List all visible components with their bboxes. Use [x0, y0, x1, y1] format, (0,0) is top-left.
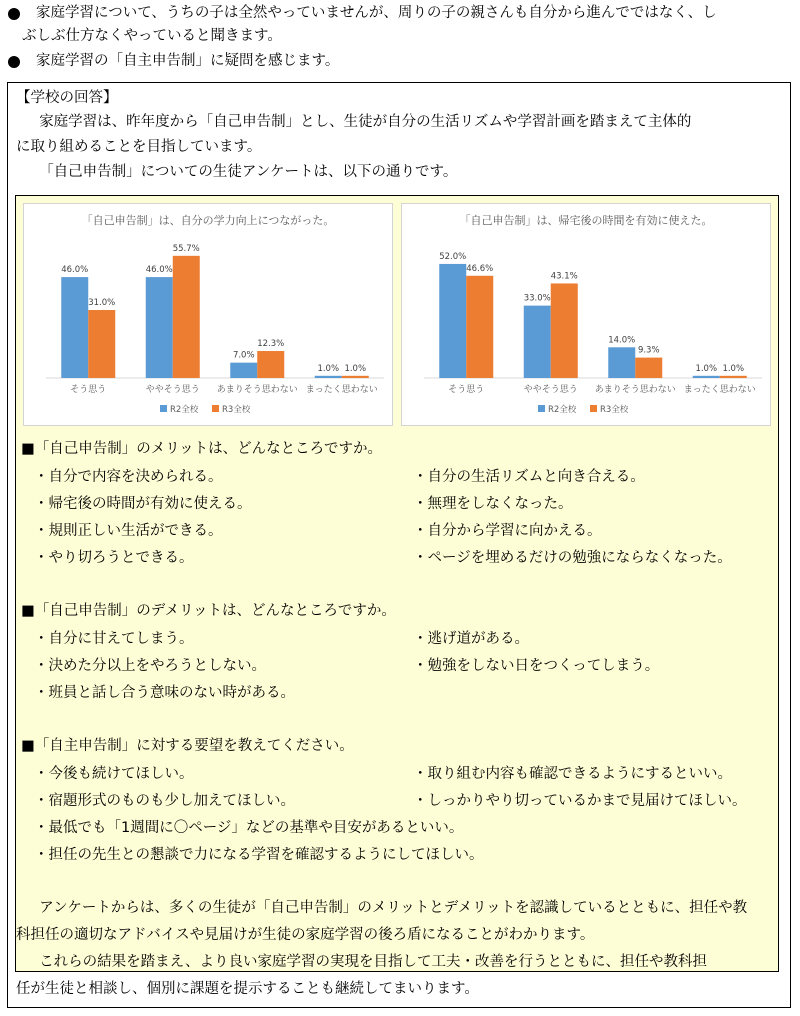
bar-r2	[693, 376, 720, 378]
answer-intro-line3: 「自己申告制」についての生徒アンケートは、以下の通りです。	[39, 164, 458, 180]
chart-title: 「自己申告制」は、自分の学力向上につながった。	[81, 214, 335, 227]
merits-section	[21, 436, 771, 462]
merit-item: ・ページを埋めるだけの勉強にならなくなった。	[413, 550, 732, 566]
merit-item: ・自分から学習に向かえる。	[413, 523, 602, 539]
merit-item: ・無理をしなくなった。	[413, 496, 573, 512]
bar-r2	[608, 347, 635, 378]
data-label: 33.0%	[523, 293, 551, 304]
bar-r2	[315, 376, 342, 378]
demerit-item: ・自分に甘えてしまう。	[34, 631, 194, 647]
conclusion-p2-line1: これらの結果を踏まえ、より良い家庭学習の実現を目指して工夫・改善を行うとともに、担任や教科担	[39, 954, 708, 970]
request-item: ・今後も続けてほしい。	[34, 766, 194, 782]
bar-r2	[230, 363, 257, 378]
chart-time-usage-svg	[402, 204, 770, 425]
data-label: 12.3%	[257, 339, 285, 350]
request-item: ・担任の先生との懇談で力になる学習を確認するようにしてほしい。	[34, 847, 484, 863]
bar-r3	[88, 310, 115, 378]
bar-r3	[173, 256, 200, 378]
conclusion-p1-line1: アンケートからは、多くの生徒が「自己申告制」のメリットとデメリットを認識しているとともに、担任や教	[39, 900, 748, 916]
chart-academic-improvement-svg	[24, 204, 392, 425]
category-label: まったく思わない	[683, 385, 756, 395]
data-label: 1.0%	[722, 363, 745, 374]
legend-swatch	[590, 405, 597, 412]
legend-label: R2全校	[170, 405, 199, 415]
request-item: ・しっかりやり切っているかまで見届けてほしい。	[413, 793, 747, 809]
category-label: ややそう思う	[523, 385, 578, 395]
answer-intro-line2: に取り組めることを目指しています。	[16, 139, 262, 155]
demerits-heading: ■「自己申告制」のデメリットは、どんなところですか。	[21, 603, 396, 619]
survey-panel	[15, 195, 779, 972]
conclusion-p1-line2: 科担任の適切なアドバイスや見届けが生徒の家庭学習の後ろ盾になることがわかります。	[16, 927, 595, 943]
bar-r3	[720, 376, 747, 378]
bar-r2	[524, 306, 551, 378]
chart-title: 「自己申告制」は、帰宅後の時間を有効に使えた。	[459, 214, 713, 227]
legend-label: R3全校	[600, 405, 629, 415]
parent-comment-1-line1: 家庭学習について、うちの子は全然やっていませんが、周りの子の親さんも自分から進んでではなく、し	[36, 5, 717, 21]
bar-r3	[466, 276, 493, 378]
category-label: まったく思わない	[305, 385, 378, 395]
parent-comment-1	[4, 2, 794, 48]
legend-swatch	[160, 405, 167, 412]
parent-comments	[4, 2, 794, 73]
bar-r2	[61, 277, 88, 378]
data-label: 46.0%	[145, 265, 173, 276]
requests-heading: ■「自主申告制」に対する要望を教えてください。	[21, 738, 354, 754]
merit-item: ・やり切ろうとできる。	[34, 550, 194, 566]
bar-r3	[551, 283, 578, 378]
data-label: 55.7%	[172, 243, 200, 254]
category-label: そう思う	[70, 385, 107, 395]
request-item: ・宿題形式のものも少し加えてほしい。	[34, 793, 295, 809]
parent-comment-2-line1: 家庭学習の「自主申告制」に疑問を感じます。	[36, 53, 340, 69]
bar-r3	[257, 351, 284, 378]
merit-item: ・規則正しい生活ができる。	[34, 523, 223, 539]
bullet-dot-icon	[8, 8, 20, 20]
data-label: 9.3%	[637, 345, 660, 356]
legend-label: R3全校	[222, 405, 251, 415]
category-label: あまりそう思わない	[216, 385, 298, 395]
merit-item: ・帰宅後の時間が有効に使える。	[34, 496, 252, 512]
data-label: 1.0%	[344, 363, 367, 374]
parent-comment-1-line2: ぶしぶ仕方なくやっていると聞きます。	[22, 28, 282, 44]
requests-section	[21, 733, 771, 759]
chart-academic-improvement	[23, 203, 393, 426]
demerit-item: ・決めた分以上をやろうとしない。	[34, 658, 266, 674]
category-label: そう思う	[448, 385, 485, 395]
answer-label: 【学校の回答】	[16, 90, 118, 106]
legend-swatch	[212, 405, 219, 412]
data-label: 1.0%	[317, 363, 340, 374]
data-label: 31.0%	[88, 298, 116, 308]
data-label: 46.0%	[61, 265, 89, 276]
request-item: ・取り組む内容も確認できるようにするといい。	[413, 766, 732, 782]
demerit-item: ・班員と話し合う意味のない時がある。	[34, 685, 295, 701]
bar-r3	[635, 358, 662, 378]
data-label: 46.6%	[466, 263, 494, 274]
bar-r2	[146, 277, 173, 378]
data-label: 14.0%	[608, 335, 636, 346]
category-label: あまりそう思わない	[594, 385, 676, 395]
answer-intro	[16, 110, 782, 185]
parent-comment-2	[4, 50, 794, 73]
data-label: 52.0%	[439, 251, 467, 262]
conclusion-p2-line2: 任が生徒と相談し、個別に課題を提示することも継続してまいります。	[16, 981, 479, 997]
chart-time-usage	[401, 203, 771, 426]
data-label: 7.0%	[232, 350, 255, 361]
data-label: 43.1%	[550, 271, 578, 282]
bullet-dot-icon	[8, 56, 20, 68]
data-label: 1.0%	[695, 363, 718, 374]
demerit-item: ・逃げ道がある。	[413, 631, 529, 647]
merits-heading: ■「自己申告制」のメリットは、どんなところですか。	[21, 441, 382, 457]
school-answer-frame	[7, 82, 791, 1008]
merit-item: ・自分の生活リズムと向き合える。	[413, 469, 645, 485]
bar-r3	[342, 376, 369, 378]
legend-swatch	[538, 405, 545, 412]
bar-r2	[439, 264, 466, 378]
conclusion	[16, 895, 784, 1003]
demerits-section	[21, 598, 771, 624]
category-label: ややそう思う	[145, 385, 200, 395]
answer-intro-line1: 家庭学習は、昨年度から「自己申告制」とし、生徒が自分の生活リズムや学習計画を踏まえて主体的	[39, 114, 692, 130]
request-item: ・最低でも「1週間に〇ページ」などの基準や目安があるといい。	[34, 820, 464, 836]
demerit-item: ・勉強をしない日をつくってしまう。	[413, 658, 660, 674]
merit-item: ・自分で内容を決められる。	[34, 469, 223, 485]
legend-label: R2全校	[548, 405, 577, 415]
